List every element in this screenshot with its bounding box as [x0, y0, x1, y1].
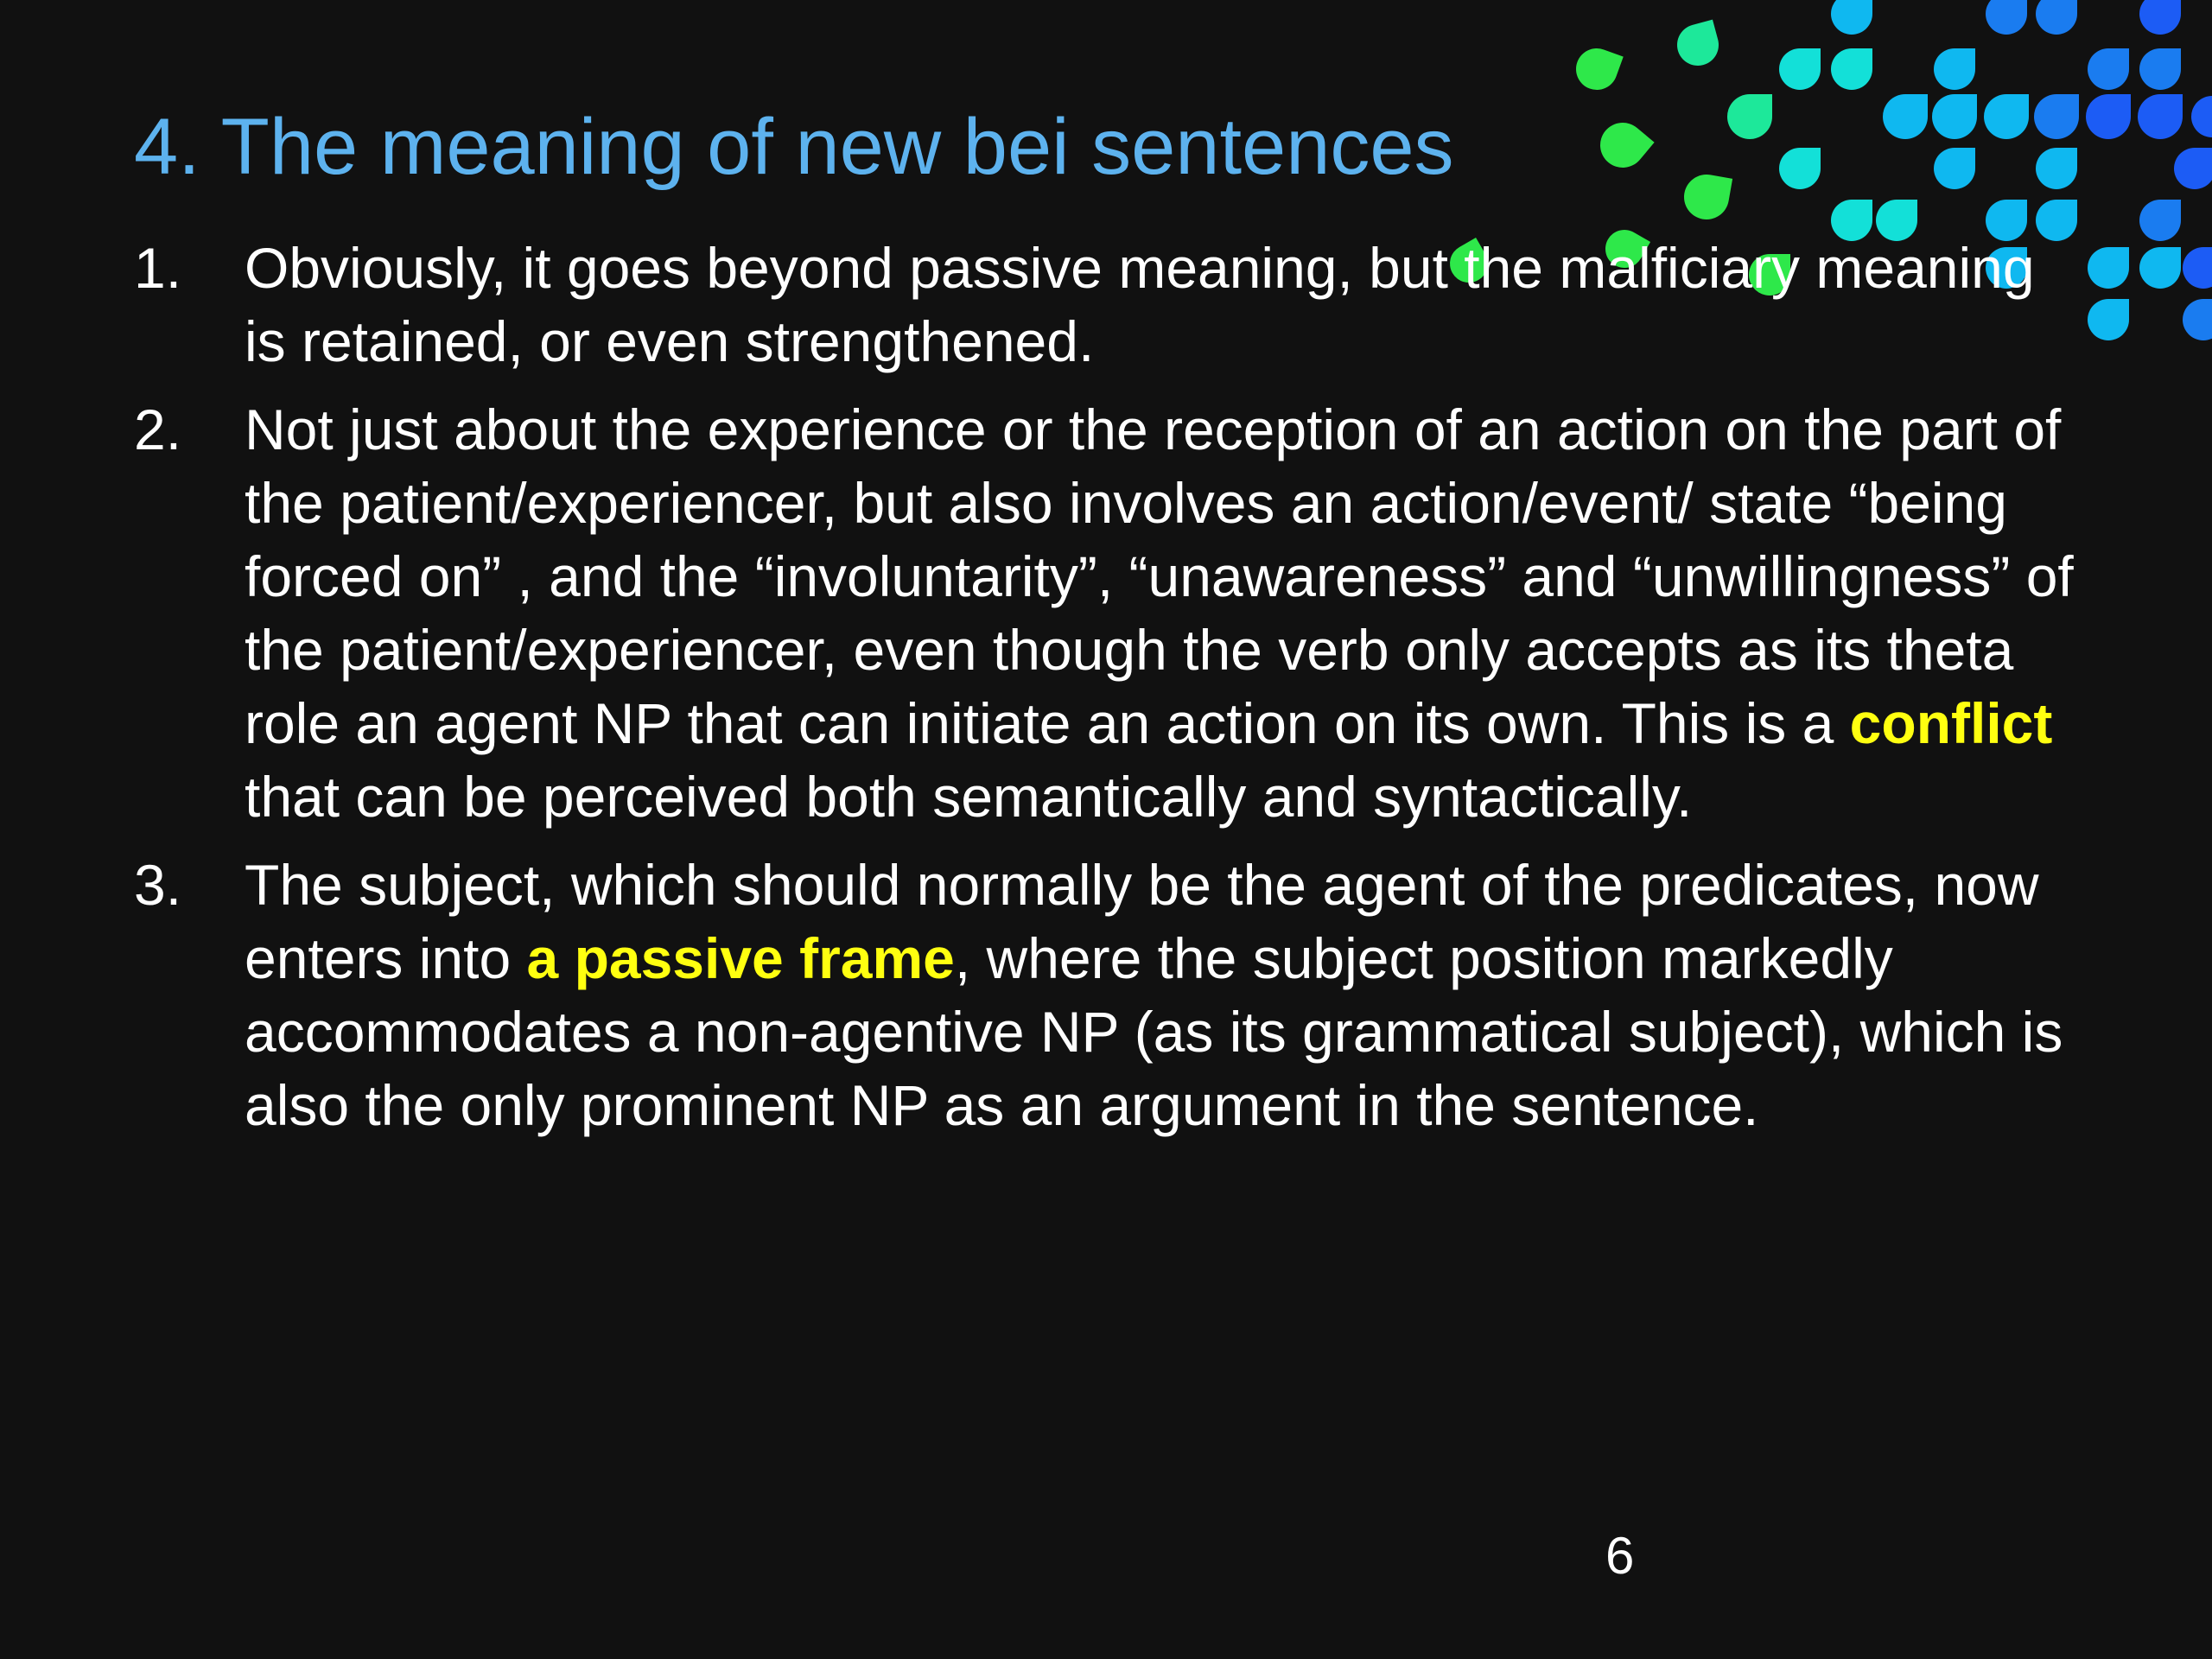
petal-shape: [2139, 0, 2181, 35]
petal-shape: [2183, 299, 2212, 340]
petal-shape: [2036, 148, 2077, 189]
petal-shape: [1932, 94, 1977, 139]
petal-shape: [1591, 113, 1654, 176]
petal-shape: [2138, 94, 2183, 139]
item-number: 1.: [134, 236, 182, 300]
petal-shape: [1986, 0, 2027, 35]
petal-shape: [1934, 148, 1975, 189]
item-number: 2.: [134, 397, 182, 461]
petal-shape: [2036, 0, 2077, 35]
petal-shape: [1779, 148, 1821, 189]
highlight-text: a passive frame: [526, 926, 955, 990]
petal-shape: [1883, 94, 1928, 139]
item-text: [245, 849, 2087, 1142]
petal-shape: [1727, 94, 1772, 139]
item-text: [245, 393, 2087, 834]
petal-shape: [2183, 247, 2212, 289]
petal-shape: [2088, 299, 2129, 340]
petal-shape: [1673, 20, 1724, 71]
page-number: 6: [1605, 1527, 1635, 1585]
list-item: [134, 232, 2087, 378]
item-number: 3.: [134, 853, 182, 917]
item-text-part: Obviously, it goes beyond passive meaning, but the malficiary meaning is retained, or even strengthened.: [245, 236, 2035, 373]
petal-shape: [1984, 94, 2029, 139]
list-item: [134, 849, 2087, 1142]
petal-shape: [1934, 48, 1975, 90]
slide-title: 4. The meaning of new bei sentences: [134, 103, 1454, 191]
petal-shape: [2139, 247, 2181, 289]
petal-shape: [1681, 171, 1732, 223]
item-text-part: The subject, which should normally be the agent of the predicates, now enters into: [245, 853, 2039, 990]
petal-shape: [2088, 48, 2129, 90]
petal-shape: [2174, 148, 2212, 189]
petal-shape: [2139, 48, 2181, 90]
petal-shape: [1779, 48, 1821, 90]
petal-shape: [2191, 96, 2212, 137]
list-item: [134, 393, 2087, 834]
item-text-part: that can be perceived both semantically and syntactically.: [245, 765, 1693, 829]
petal-shape: [2088, 247, 2129, 289]
petal-shape: [1831, 0, 1872, 35]
petal-shape: [2034, 94, 2079, 139]
petal-shape: [1570, 42, 1624, 96]
bullet-list: [134, 232, 2087, 1157]
item-text-part: , where the subject position markedly accommodates a non-agentive NP (as its grammatical subject), which is also the only prominent NP as an argument in the sentence.: [245, 926, 2063, 1137]
petal-shape: [2086, 94, 2131, 139]
item-text: [245, 232, 2087, 378]
item-text-part: Not just about the experience or the reception of an action on the part of the patient/experiencer, but also involves an action/event/ state “being forced on” , and the “involuntarity”, “unawareness” and “unwillingness” of the patient/experiencer, even though the verb only accepts as its theta role an agent NP that can initiate an action on its own. This is a: [245, 397, 2074, 755]
petal-shape: [1831, 48, 1872, 90]
petal-shape: [2139, 200, 2181, 241]
highlight-text: conflict: [1849, 691, 2053, 755]
